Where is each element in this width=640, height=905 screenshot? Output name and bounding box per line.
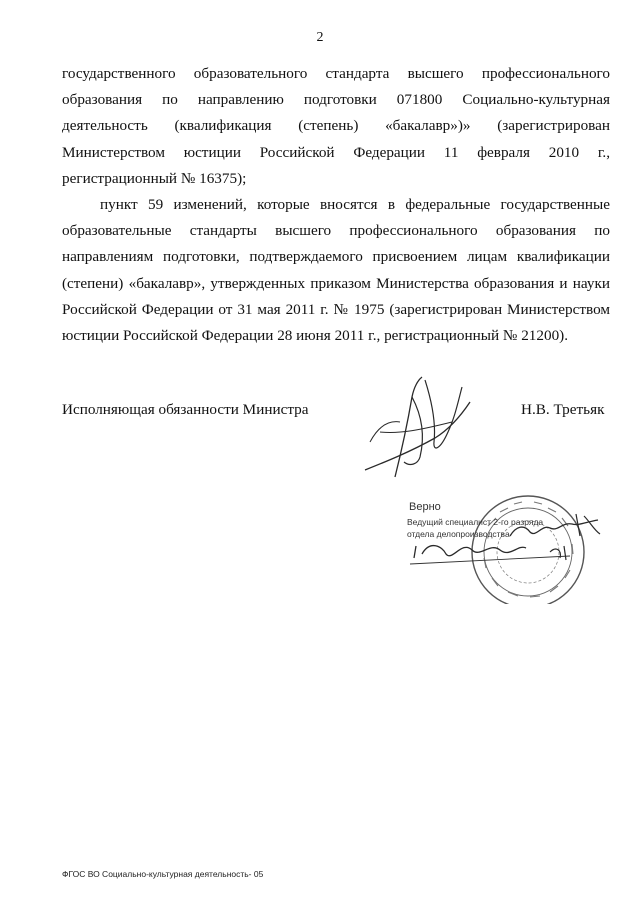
signatory-name: Н.В. Третьяк bbox=[521, 401, 605, 418]
page-number: 2 bbox=[316, 30, 324, 45]
document-footer: ФГОС ВО Социально-культурная деятельность- 05 bbox=[62, 869, 264, 879]
certification-block bbox=[400, 474, 610, 604]
certifier-position: Ведущий специалист 2-го разряда bbox=[407, 517, 544, 527]
certification-word: Верно bbox=[409, 501, 441, 513]
paragraph-2: пункт 59 изменений, которые вносятся в федеральные государственные образовательные стандарты высшего профессионального образования по направлениям подготовки, подтверждаемого присвоением лицам квалификации (степени) «бакалавр», утвержденных приказом Министерства образования и науки Российской Федерации от 31 мая 2011 г. № 1975 (зарегистрирован Министерством юстиции Российской Федерации 28 июня 2011 г., регистрационный № 21200). bbox=[62, 196, 610, 345]
handwritten-certification bbox=[400, 474, 610, 604]
paragraph-1: государственного образовательного стандарта высшего профессионального образования по направлению подготовки 071800 Социально-культурная деятельность (квалификация (степень) «бакалавр»)» (зарегистрирован Министерством юстиции Российской Федерации 11 февраля 2010 г., регистрационный № 16375); bbox=[62, 65, 610, 187]
signatory-title: Исполняющая обязанности Министра bbox=[62, 401, 309, 418]
handwritten-signature bbox=[340, 372, 500, 482]
certifier-department: отдела делопроизводства bbox=[407, 529, 510, 539]
